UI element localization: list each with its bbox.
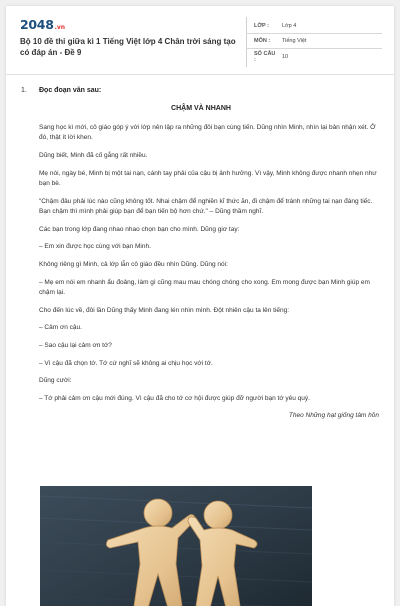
paragraph: – Vì cậu đã chọn tớ. Tớ cứ nghĩ sẽ không ai chịu học với tớ. (39, 359, 213, 367)
wooden-figures-image (40, 486, 312, 606)
meta-row-subject (246, 34, 382, 49)
logo-suffix: .vn (54, 24, 66, 31)
paragraph: – Mẹ em nói em nhanh ẩu đoảng, làm gì cũng mau mau chóng chóng cho xong. Em mong được bạn Minh giúp em chậm lại. (39, 278, 370, 296)
logo-number: 2048 (20, 17, 54, 32)
meta-value: 10 (282, 53, 289, 60)
paragraph: – Sao cậu lại cảm ơn tớ? (39, 342, 112, 350)
question-number: 1. (21, 87, 27, 94)
paragraph: "Chậm đâu phải lúc nào cũng không tốt. Nhai chậm để nghiền kĩ thức ăn, đi chậm để tránh những tai nạn đáng tiếc. Bạn chậm thì mình phải giúp bạn để bạn tiến bộ hơn chứ." – Dũng thầm nghĩ. (39, 197, 373, 215)
story-text (39, 123, 383, 419)
meta-label: SỐ CÂU : (254, 50, 276, 63)
meta-value: Lớp 4 (282, 23, 297, 29)
meta-table (246, 19, 382, 64)
meta-label: MÔN : (254, 38, 271, 44)
story-credit: Theo Những hạt giống tâm hồn (288, 411, 379, 419)
header-separator (6, 74, 394, 75)
meta-value: Tiếng Việt (282, 38, 307, 44)
document-title: Bộ 10 đề thi giữa kì 1 Tiếng Việt lớp 4 Chân trời sáng tạo có đáp án - Đề 9 (20, 37, 236, 57)
paragraph: Dũng cười: (39, 377, 72, 385)
paragraph: – Cảm ơn cậu. (39, 324, 82, 332)
paragraph: Mẹ nói, ngày bé, Minh bị một tai nạn, cánh tay phải của cậu bị ảnh hưởng. Vì vậy, Minh không được nhanh nhẹn như bạn bè. (39, 169, 377, 187)
site-logo[interactable] (20, 17, 65, 31)
paragraph: Sang học kì mới, cô giáo góp ý với lớp nên lập ra những đôi bạn cùng tiến. Dũng nhìn Minh, nhìn lại bản nhận xét. Ở đó, thật ít lời khen. (39, 124, 376, 142)
meta-row-grade (246, 19, 382, 34)
document-header (6, 6, 394, 72)
question-instruction: Đọc đoạn văn sau: (39, 87, 102, 94)
paragraph: – Em xin được học cùng với bạn Minh. (39, 243, 151, 251)
meta-label: LỚP : (254, 23, 269, 29)
paragraph: Các bạn trong lớp đang nhao nhao chọn bạn cho mình. Dũng giơ tay: (39, 225, 240, 233)
story-title: CHẬM VÀ NHANH (171, 105, 231, 112)
paragraph: Cho đến lúc về, đôi lần Dũng thấy Minh đang lén nhìn mình. Đột nhiên cậu ta lên tiếng: (39, 306, 290, 314)
document-page (6, 6, 394, 606)
paragraph: – Tớ phải cảm ơn cậu mới đúng. Vì cậu đã cho tớ cơ hội được giúp đỡ người bạn tớ yêu quý. (39, 395, 310, 403)
paragraph: Dũng biết, Minh đã cố gắng rất nhiều. (39, 151, 148, 159)
paragraph: Không riêng gì Minh, cả lớp lẫn cô giáo đều nhìn Dũng. Dũng nói: (39, 261, 228, 269)
meta-row-count (246, 49, 382, 64)
